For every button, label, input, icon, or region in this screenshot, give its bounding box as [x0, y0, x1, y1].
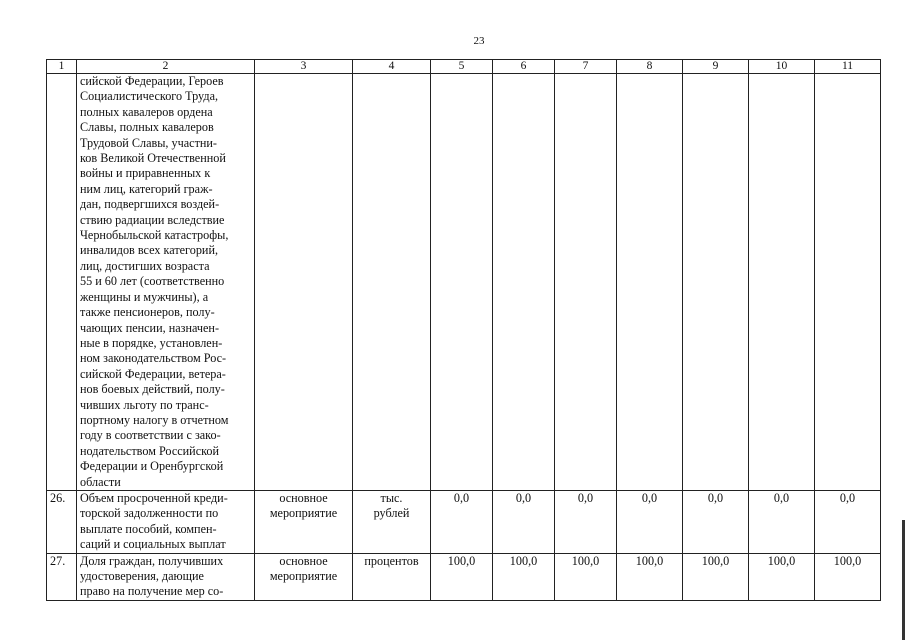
table-row	[47, 553, 881, 600]
value-cell: 0,0	[683, 490, 749, 553]
table-row	[47, 490, 881, 553]
column-number: 1	[47, 60, 77, 74]
empty-cell	[617, 74, 683, 491]
value-cell: 100,0	[683, 553, 749, 600]
indicator-type: основное мероприятие	[255, 553, 353, 600]
page-number: 23	[473, 35, 485, 47]
column-number: 3	[255, 60, 353, 74]
column-number: 11	[815, 60, 881, 74]
column-number: 6	[493, 60, 555, 74]
empty-cell	[749, 74, 815, 491]
indicator-description: Доля граждан, получивших удостоверения, дающие право на получение мер со-	[80, 553, 224, 599]
empty-cell	[493, 74, 555, 491]
value-cell: 0,0	[555, 490, 617, 553]
indicator-description: сийской Федерации, Героев Социалистического Труда, полных кавалеров ордена Славы, полных кавалеров Трудовой Славы, участни- ков Великой Отечественной войны и приравненных к ним лиц, категорий граж- дан, подвергшихся воздей- ствию радиации вследствие Чернобыльской катастрофы, инвалидов всех категорий, лиц, достигших возраста 55 и 60 лет (соответственно женщины и мужчины), а также пенсионеров, полу- чающих пенсии, назначен- ные в порядке, установлен- ном законодательством Рос- сийской Федерации, ветера- нов боевых действий, полу- чивших льготу по транс- портному налогу в отчетном году в соответствии с зако- нодательством Российской Федерации и Оренбургской области	[77, 74, 255, 491]
column-number: 2	[77, 60, 255, 74]
column-number: 5	[431, 60, 493, 74]
empty-cell	[353, 74, 431, 491]
value-cell: 100,0	[617, 553, 683, 600]
empty-cell	[255, 74, 353, 491]
indicator-type: основное мероприятие	[255, 490, 353, 553]
empty-cell	[683, 74, 749, 491]
indicator-description: Объем просроченной креди- торской задолженности по выплате пособий, компен- саций и социальных выплат	[77, 490, 255, 553]
value-cell: 0,0	[431, 490, 493, 553]
column-number: 8	[617, 60, 683, 74]
value-cell: 0,0	[815, 490, 881, 553]
row-number-cell	[47, 74, 77, 491]
column-number-row	[47, 60, 881, 74]
indicator-table	[46, 59, 881, 601]
empty-cell	[555, 74, 617, 491]
unit-of-measure: тыс. рублей	[353, 490, 431, 553]
value-cell: 100,0	[555, 553, 617, 600]
value-cell: 100,0	[431, 553, 493, 600]
value-cell: 100,0	[749, 553, 815, 600]
column-number: 9	[683, 60, 749, 74]
empty-cell	[815, 74, 881, 491]
column-number: 7	[555, 60, 617, 74]
value-cell: 0,0	[617, 490, 683, 553]
row-number: 26.	[47, 490, 77, 553]
unit-of-measure: процентов	[353, 553, 431, 600]
column-number: 10	[749, 60, 815, 74]
empty-cell	[431, 74, 493, 491]
continuation-row	[47, 74, 881, 491]
value-cell: 100,0	[493, 553, 555, 600]
column-number: 4	[353, 60, 431, 74]
value-cell: 100,0	[815, 553, 881, 600]
row-number: 27.	[47, 553, 77, 600]
value-cell: 0,0	[749, 490, 815, 553]
indicator-description-cell	[77, 553, 255, 600]
value-cell: 0,0	[493, 490, 555, 553]
